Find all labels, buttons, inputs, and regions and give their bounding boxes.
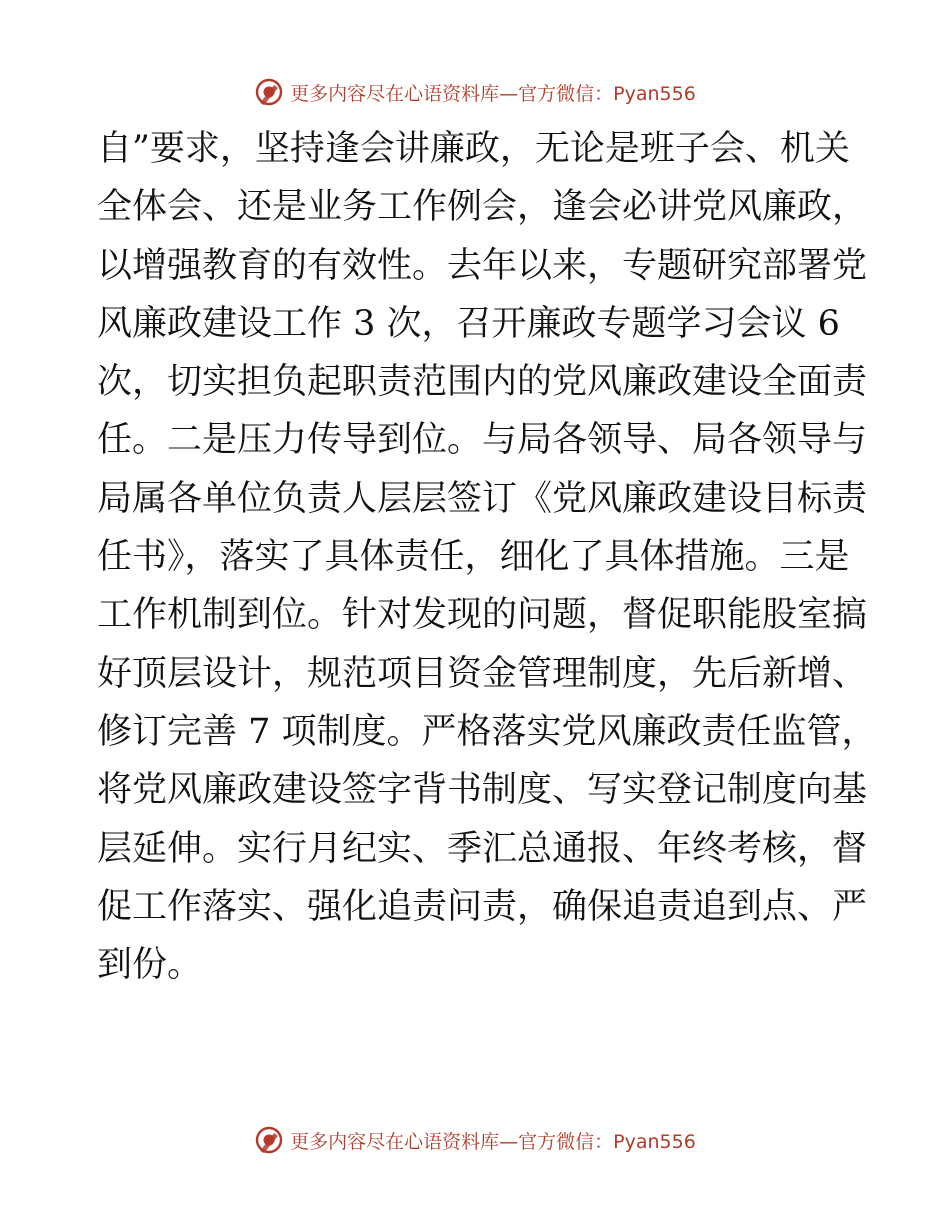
body-line: 全体会、还是业务工作例会，逢会必讲党风廉政， [97, 187, 868, 228]
body-line: 促工作落实、强化追责问责，确保追责追到点、严 [97, 886, 868, 927]
body-line: 以增强教育的有效性。去年以来，专题研究部署党 [97, 245, 868, 286]
footer-wechat: 官方微信：Pyan556 [518, 1130, 696, 1153]
header-banner-text [290, 79, 696, 106]
footer-banner [0, 1120, 950, 1160]
pen-circle-logo-icon [254, 1125, 284, 1155]
body-line: 到份。 [97, 945, 203, 986]
body-line: 次，切实担负起职责范围内的党风廉政建设全面责 [97, 362, 868, 403]
body-line: 修订完善 7 项制度。严格落实党风廉政责任监管， [97, 711, 877, 752]
body-line: 将党风廉政建设签字背书制度、写实登记制度向基 [97, 770, 868, 811]
body-line: 自”要求，坚持逢会讲廉政，无论是班子会、机关 [97, 129, 850, 169]
body-line: 任书》，落实了具体责任，细化了具体措施。三是 [97, 537, 850, 578]
body-line: 层延伸。实行月纪实、季汇总通报、年终考核，督 [97, 828, 868, 869]
body-line: 任。二是压力传导到位。与局各领导、局各领导与 [97, 420, 868, 461]
header-wechat: 官方微信：Pyan556 [518, 82, 696, 105]
header-site-name: 更多内容尽在心语资料库 [290, 82, 500, 105]
body-line: 局属各单位负责人层层签订《党风廉政建设目标责 [97, 478, 868, 519]
body-line: 风廉政建设工作 3 次，召开廉政专题学习会议 6 [97, 303, 840, 344]
body-line: 好顶层设计，规范项目资金管理制度，先后新增、 [97, 653, 868, 694]
header-separator: — [499, 82, 519, 105]
header-banner [0, 72, 950, 112]
footer-banner-text [290, 1127, 696, 1154]
footer-site-name: 更多内容尽在心语资料库 [290, 1130, 500, 1153]
document-body [97, 120, 877, 994]
pen-circle-logo-icon [254, 77, 284, 107]
body-line: 工作机制到位。针对发现的问题，督促职能股室搞 [97, 595, 868, 636]
footer-separator: — [499, 1130, 519, 1153]
